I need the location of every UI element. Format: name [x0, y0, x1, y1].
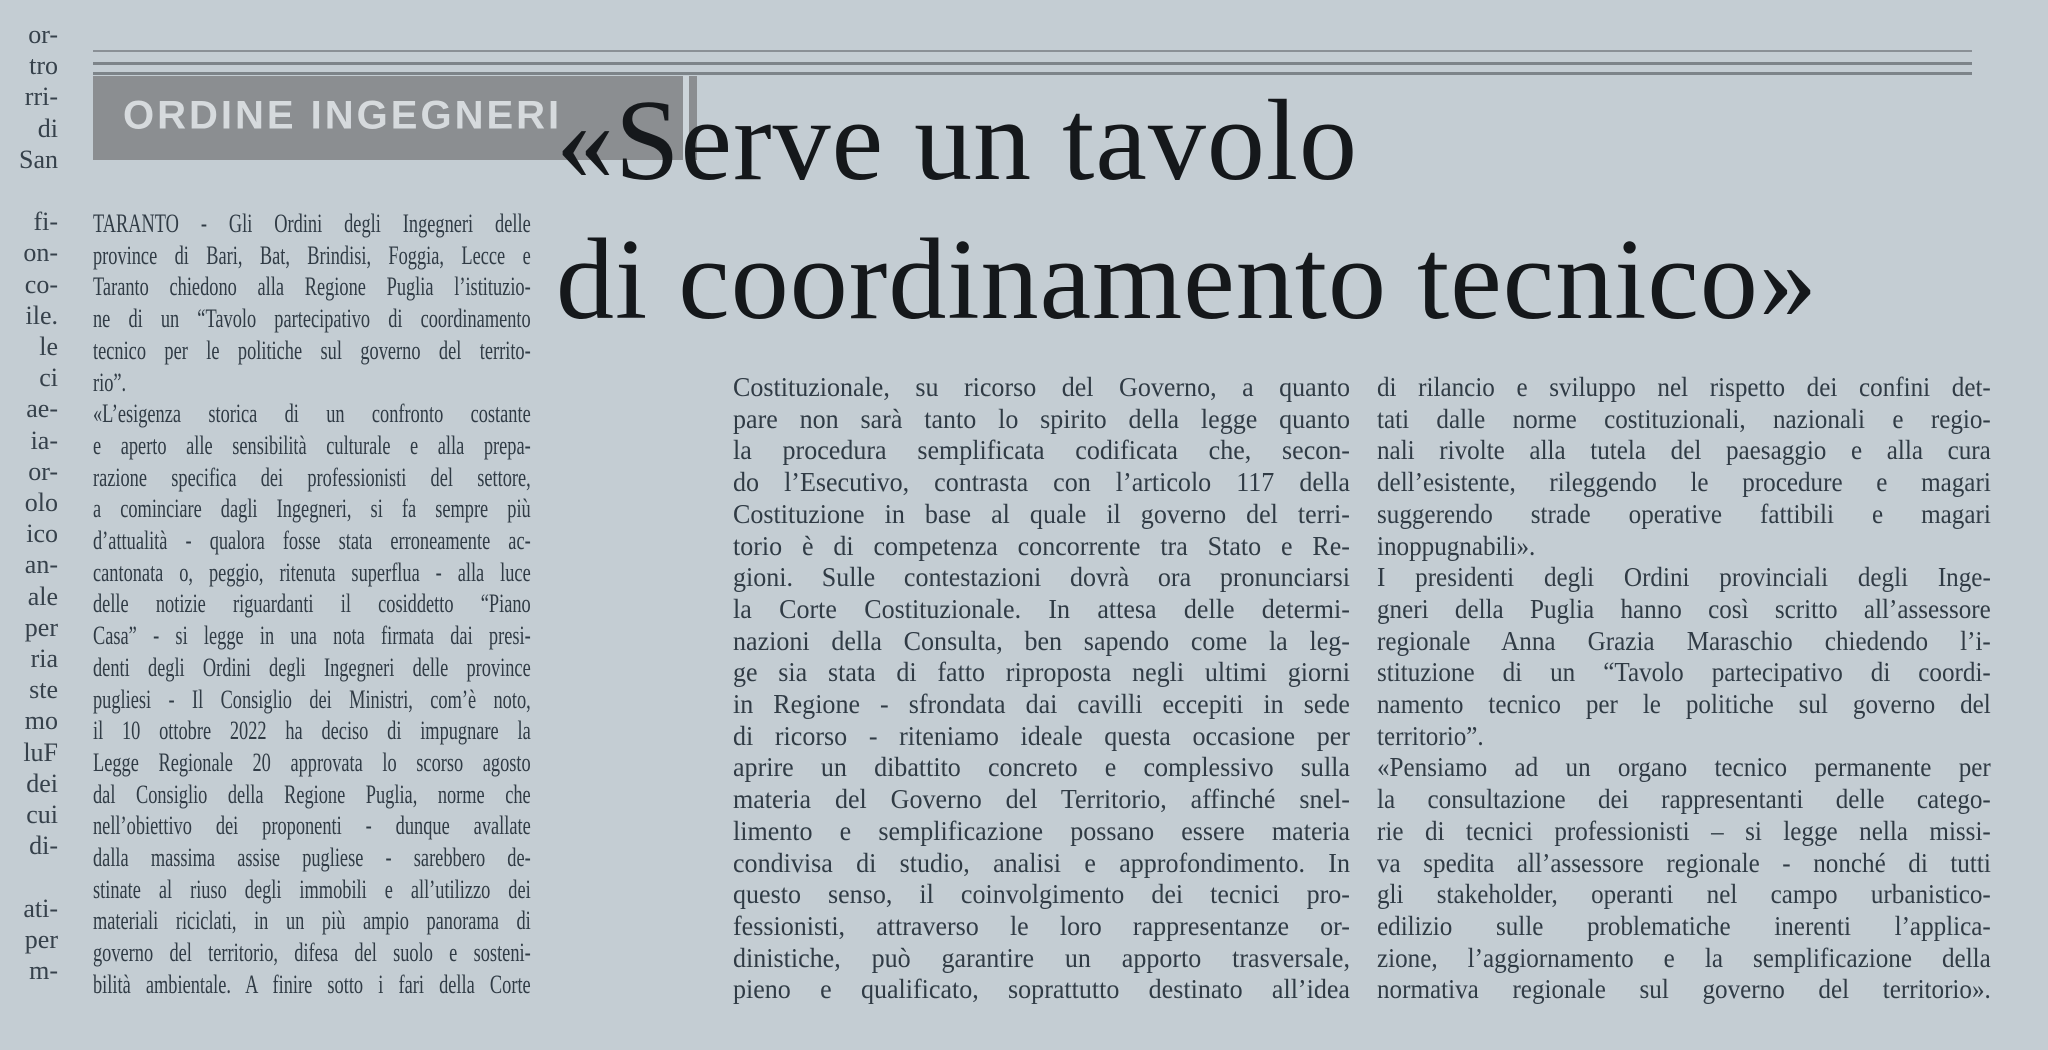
text-line: di ricorso - riteniamo ideale questa occasione per [733, 720, 1350, 751]
text-line: I presidenti degli Ordini provinciali degli Inge- [1377, 562, 1991, 593]
text-line: zione, l’aggiornamento e la semplificazione della [1377, 942, 1991, 973]
text-line: gli stakeholder, operanti nel campo urbanistico- [1377, 879, 1991, 910]
article-headline [556, 72, 2026, 350]
text-line: il 10 ottobre 2022 ha deciso di impugnare la [93, 716, 531, 746]
text-line: nali rivolte alla tutela del paesaggio e alla cura [1377, 435, 1991, 466]
text-line: pieno e qualificato, soprattutto destinato all’idea [733, 974, 1350, 1005]
text-line: or- [28, 20, 58, 49]
text-line: di rilancio e sviluppo nel rispetto dei confini det- [1377, 372, 1991, 402]
text-line: aprire un dibattito concreto e complessivo sulla [733, 752, 1350, 783]
text-line: normativa regionale sul governo del territorio». [1377, 974, 1991, 1005]
text-line: la Corte Costituzionale. In attesa delle determi- [733, 593, 1350, 624]
text-line: stituzione di un “Tavolo partecipativo di coordi- [1377, 657, 1991, 688]
text-line: rio”. [93, 367, 127, 397]
text-line: Costituzionale, su ricorso del Governo, a quanto [733, 372, 1350, 402]
text-line: mo [24, 706, 58, 736]
text-line: la procedura semplificata codificata che, secon- [733, 435, 1350, 466]
text-line: limento e semplificazione possano essere materia [733, 815, 1350, 846]
text-line: suggerendo strade operative fattibili e magari [1377, 498, 1991, 529]
text-line: ia- [30, 425, 58, 455]
text-line: dinistiche, può garantire un apporto trasversale, [733, 942, 1350, 973]
text-line: va spedita all’assessore regionale - nonché di tutti [1377, 847, 1991, 878]
article-column-left [93, 208, 531, 1001]
text-line: ge sia stata di fatto riproposta negli ultimi giorni [733, 657, 1350, 688]
text-line: di- [29, 831, 58, 861]
text-line: edilizio sulle problematiche inerenti l’applica- [1377, 910, 1991, 941]
text-line: cui [26, 800, 58, 830]
text-line: TARANTO - Gli Ordini degli Ingegneri delle [93, 209, 531, 238]
text-line: condivisa di studio, analisi e approfondimento. In [733, 847, 1350, 878]
text-line: «L’esigenza storica di un confronto costante [93, 399, 531, 429]
text-line: dalla massima assise pugliese - sarebbero de- [93, 843, 531, 873]
text-line: tecnico per le politiche sul governo del territo- [93, 335, 531, 365]
text-line: inoppugnabili». [1377, 530, 1536, 561]
text-line: ae- [26, 394, 58, 424]
text-line: delle notizie riguardanti il cosiddetto “Piano [93, 589, 531, 619]
text-line: ci [39, 363, 58, 393]
text-line: cantonata o, peggio, ritenuta superflua - alla luce [93, 557, 531, 587]
kicker-label: ORDINE INGEGNERI [123, 93, 563, 138]
text-line: territorio”. [1377, 720, 1484, 751]
text-line: stinate al riuso degli immobili e all’utilizzo dei [93, 874, 531, 904]
text-line: e aperto alle sensibilità culturale e alla prepa- [93, 430, 531, 460]
article-column-right [1377, 372, 1991, 1006]
text-line: gioni. Sulle contestazioni dovrà ora pronunciarsi [733, 562, 1350, 593]
text-line: pugliesi - Il Consiglio dei Ministri, com’è noto, [93, 684, 531, 714]
text-line: San [19, 144, 58, 174]
text-line: materiali riciclati, in un più ampio panorama di [93, 906, 531, 936]
text-line: namento tecnico per le politiche sul governo del [1377, 689, 1991, 720]
text-line: nell’obiettivo dei proponenti - dunque avallate [93, 811, 531, 841]
text-line: m- [29, 956, 58, 986]
text-line: le [39, 332, 58, 362]
text-line: pare non sarà tanto lo spirito della legge quanto [733, 403, 1350, 434]
text-line: per [24, 612, 58, 642]
text-line: dell’esistente, rileggendo le procedure e magari [1377, 467, 1991, 498]
text-line: rri- [24, 82, 58, 112]
text-line: on- [23, 238, 58, 268]
text-line: torio è di competenza concorrente tra Stato e Re- [733, 530, 1350, 561]
text-line: denti degli Ordini degli Ingegneri delle province [93, 652, 531, 682]
text-line: olo [24, 488, 58, 518]
text-line: «Serve un tavolo [556, 77, 1359, 205]
text-line: gneri della Puglia hanno così scritto all’assessore [1377, 593, 1991, 624]
text-line: fi- [33, 207, 58, 237]
text-line: per [24, 924, 58, 954]
text-line: an- [24, 550, 58, 580]
text-line: nazioni della Consulta, ben sapendo come la leg- [733, 625, 1350, 656]
text-line: ria [30, 644, 58, 674]
text-line: Taranto chiedono alla Regione Puglia l’istituzio- [93, 272, 531, 302]
text-line: governo del territorio, difesa del suolo e sosteni- [93, 938, 531, 968]
masthead-rule-top [93, 50, 1972, 52]
edge-column-fragments [0, 19, 58, 986]
text-line: or- [28, 456, 58, 486]
text-line: Legge Regionale 20 approvata lo scorso agosto [93, 747, 531, 777]
text-line: materia del Governo del Territorio, affinché snel- [733, 784, 1350, 815]
text-line: ste [29, 675, 58, 705]
text-line: co- [24, 269, 58, 299]
text-line: a cominciare dagli Ingegneri, si fa sempre più [93, 494, 531, 524]
text-line: bilità ambientale. A finire sotto i fari della Corte [93, 969, 531, 999]
text-line: Costituzione in base al quale il governo del terri- [733, 498, 1350, 529]
text-line: «Pensiamo ad un organo tecnico permanente per [1377, 752, 1991, 783]
text-line: ico [26, 519, 58, 549]
text-line: d’attualità - qualora fosse stata erroneamente ac- [93, 526, 531, 556]
masthead-rule-middle [93, 62, 1972, 65]
text-line: Casa” - si legge in una nota firmata dai presi- [93, 621, 531, 651]
text-line: questo senso, il coinvolgimento dei tecnici pro- [733, 879, 1350, 910]
text-line: ati- [23, 893, 58, 923]
text-line: rie di tecnici professionisti – si legge nella missi- [1377, 815, 1991, 846]
text-line: do l’Esecutivo, contrasta con l’articolo 117 della [733, 467, 1350, 498]
text-line: fessionisti, attraverso le loro rappresentanze or- [733, 910, 1350, 941]
text-line: in Regione - sfrondata dai cavilli eccepiti in sede [733, 689, 1350, 720]
text-line: dal Consiglio della Regione Puglia, norme che [93, 779, 531, 809]
text-line: tro [29, 51, 58, 81]
article-column-middle [733, 372, 1350, 1006]
text-line: province di Bari, Bat, Brindisi, Foggia, Lecce e [93, 240, 531, 270]
text-line: la consultazione dei rappresentanti delle catego- [1377, 784, 1991, 815]
text-line: ale [27, 581, 58, 611]
text-line: ile. [25, 300, 58, 330]
text-line: dei [26, 768, 58, 798]
text-line: di [37, 113, 58, 143]
text-line: regionale Anna Grazia Maraschio chiedendo l’i- [1377, 625, 1991, 656]
text-line: luF [23, 737, 58, 767]
text-line: di coordinamento tecnico» [556, 216, 1818, 344]
text-line: ne di un “Tavolo partecipativo di coordinamento [93, 304, 531, 334]
text-line: razione specifica dei professionisti del settore, [93, 462, 531, 492]
text-line: tati dalle norme costituzionali, nazionali e regio- [1377, 403, 1991, 434]
